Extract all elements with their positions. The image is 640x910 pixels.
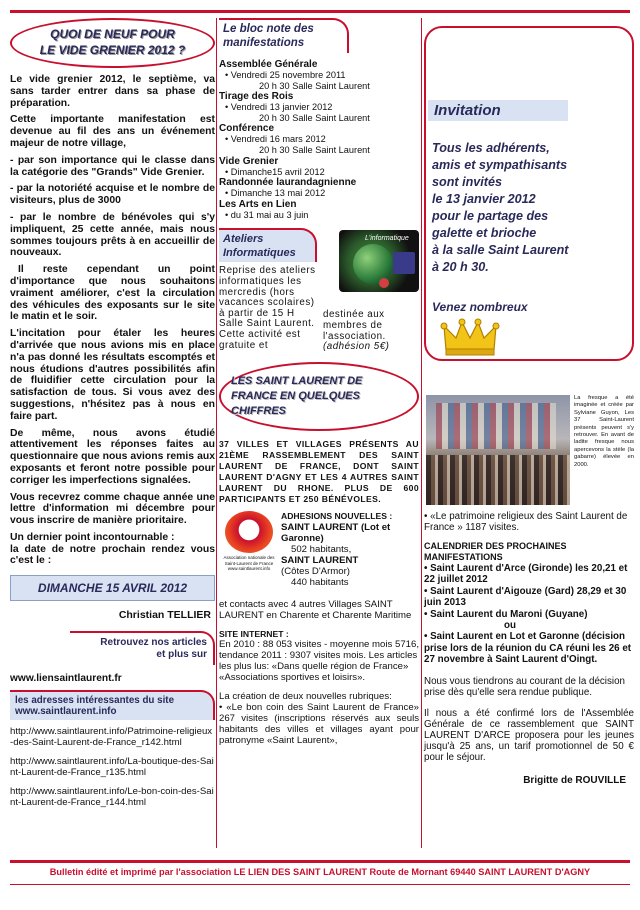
event-detail: 20 h 30 Salle Saint Laurent (259, 112, 370, 123)
event-name: Vide Grenier (219, 155, 279, 167)
adresses-line-1: les adresses intéressantes du site (15, 695, 175, 707)
event-detail: • Vendredi 13 janvier 2012 (225, 102, 333, 113)
vide-grenier-paragraph: Cette importante manifestation est devenue au fil des ans un événement majeur de notre village, (10, 114, 215, 149)
bloc-note-title: Le bloc note des manifestations (219, 18, 349, 53)
vide-grenier-paragraph: Le vide grenier 2012, le septième, va sans tarder entrer dans sa phase de préparation. (10, 74, 215, 109)
calendrier-item: ou (504, 620, 516, 632)
column-manifestations (219, 18, 419, 746)
calendrier-item: • Saint Laurent d'Arce (Gironde) les 20,21 et 22 juillet 2012 (424, 563, 628, 586)
calendrier-item: • Saint Laurent en Lot et Garonne (décision prise lors de la réunion du CA réuni les 26 et 27 novembre à Saint Laurent d'Oingt. (424, 631, 632, 666)
adresses-banner (10, 690, 215, 720)
invitation-line: amis et sympathisants (432, 158, 568, 172)
signature-rouville: Brigitte de ROUVILLE (523, 774, 626, 786)
event-name: Tirage des Rois (219, 91, 294, 103)
column-vide-grenier (10, 18, 215, 816)
fresque-photo (426, 395, 570, 505)
chiffres-title: LES SAINT LAURENT DE FRANCE EN QUELQUES CHIFFRES (219, 362, 419, 431)
signature-tellier: Christian TELLIER (118, 609, 211, 622)
title-line-2: LE VIDE GRENIER 2012 ? (39, 43, 186, 57)
calendrier-item: • Saint Laurent du Maroni (Guyane) (424, 608, 588, 620)
event-detail: • du 31 mai au 3 juin (225, 209, 309, 220)
para-arce: Il nous a été confirmé lors de l'Assemblée Générale de ce rassemblement que SAINT LAURENT D'ARCE proposera pour les jeunes jusqu'à 25 ans, un tarif promotionnel de 50 € pour le séjour. (424, 707, 634, 763)
adhesion-line: 502 habitants, (291, 544, 352, 556)
logo-caption: Association nationale des Saint-Laurent de France (223, 555, 275, 566)
internet-text: En 2010 : 88 053 visites - moyenne mois 5716, tendance 2011 : 9307 visites mois. Les articles les plus lus: «Dans quelle région de France» «Associations sportives et loisirs». (219, 639, 419, 684)
vide-grenier-paragraph: Vous recevrez comme chaque année une lettre d'information mi décembre pour vous inscrire de manière prioritaire. (10, 491, 215, 527)
invitation-line: à la salle Saint Laurent (432, 243, 569, 257)
invitation-line: sont invités (432, 175, 502, 189)
event-name: Randonnée laurandagnienne (219, 177, 357, 189)
bon-coin-text: • «Le bon coin des Saint Laurent de France» 267 visites (inscriptions réservés aux seuls habitants des villes et villages ayant pour patronyme «Saint Laurent», (219, 702, 419, 747)
vide-grenier-paragraph: Il reste cependant un point d'importance que nous souhaitons vraiment améliorer, c'est la circulation des véhicules des exposants sur le site le matin et le soir. (10, 264, 215, 323)
ateliers-text: Reprise des ateliers informatiques les mercredis (hors vacances scolaires) à partir de 15 H Salle Saint Laurent. Cette activité est gratuite et (219, 265, 316, 351)
event-name: Les Arts en Lien (219, 198, 297, 210)
association-logo (219, 511, 279, 591)
event-name: Conférence (219, 123, 275, 135)
illustration-label: L'informatique (365, 235, 409, 243)
invitation-line: galette et brioche (432, 226, 537, 240)
vide-grenier-paragraph: L'incitation pour étaler les heures d'arrivée que nous avions mis en place n'a pas donné les résultats escomptés et nous étudions d'autres possibilités afin de fluidifier cette circulation pour la satisfaction de tous. Si vous avez des suggestions, n'hésitez pas à nous en faire part. (10, 328, 215, 422)
column-divider-1 (216, 18, 217, 848)
date-banner: DIMANCHE 15 AVRIL 2012 (10, 575, 215, 601)
retrouvez-box (70, 631, 215, 665)
site-link[interactable]: http://www.saintlaurent.info/Patrimoine-religieux-des-Saint-Laurent-de-France_r142.html (10, 726, 213, 749)
internet-title: SITE INTERNET : (219, 629, 289, 640)
invitation-box (424, 26, 634, 361)
adhesion-line: (Côtes D'Armor) (281, 566, 350, 578)
event-name: Assemblée Générale (219, 59, 318, 70)
vide-grenier-paragraph: - par le nombre de bénévoles qui s'y impliquent, 25 cette année, mais nous sommes toujours prêts à en accueillir de nouveaux. (10, 211, 215, 259)
adhesions-tail: et contacts avec 4 autres Villages SAINT LAURENT en Charente et Charente Maritime (219, 599, 412, 622)
chiffres-intro: 37 VILLES ET VILLAGES PRÉSENTS AU 21ÈME RASSEMBLEMENT DES SAINT LAURENT DE FRANCE, DONT SAINT LAURENT D'AGNY ET LES 4 AUTRES SAINT LAURENT DU RHONE. PLUS DE 600 PARTICIPANTS ET 250 BÉNÉVOLES. (219, 439, 419, 505)
vide-grenier-title (10, 18, 215, 68)
creation-text: La création de deux nouvelles rubriques: (219, 691, 392, 703)
ateliers-title: Ateliers Informatiques (219, 228, 317, 262)
adresses-line-2[interactable]: www.saintlaurent.info (15, 706, 117, 718)
vide-grenier-paragraph: - par son importance qui le classe dans la catégorie des "Grands" Vide Grenier. (10, 154, 215, 178)
ateliers-price: (adhésion 5€) (323, 341, 390, 353)
vide-grenier-paragraph: - par la notoriété acquise et le nombre de visiteurs, plus de 3000 (10, 183, 215, 207)
adhesion-line: SAINT LAURENT (Lot et Garonne) (281, 522, 391, 545)
title-line-1: QUOI DE NEUF POUR (50, 27, 175, 41)
invitation-line: pour le partage des (432, 209, 549, 223)
calendrier-title: CALENDRIER DES PROCHAINES MANIFESTATIONS (424, 541, 567, 562)
column-invitation (424, 18, 634, 786)
top-rule (10, 10, 630, 13)
vide-grenier-paragraph: Un dernier point incontournable : la date de notre prochain rendez vous c'est le : (10, 531, 215, 567)
invitation-line: à 20 h 30. (432, 260, 489, 274)
adhesion-line: SAINT LAURENT (281, 555, 359, 567)
site-link[interactable]: http://www.saintlaurent.info/Le-bon-coin-des-Saint-Laurent-de-France_r144.html (10, 786, 214, 809)
event-detail: • Vendredi 25 novembre 2011 (225, 70, 346, 80)
footer-rule-bottom (10, 884, 630, 885)
logo-url: www.saintlaurent.info (227, 566, 271, 572)
retrouvez-line-1: Retrouvez nos articles (100, 637, 207, 649)
para-decision: Nous vous tiendrons au courant de la décision prise dès qu'elle sera rendue publique. (424, 675, 625, 698)
column-divider-2 (421, 18, 422, 848)
event-detail: • Dimanche 13 mai 2012 (225, 188, 326, 199)
adhesions-title: ADHESIONS NOUVELLES : (281, 511, 393, 522)
adhesion-line: 440 habitants (291, 577, 349, 589)
patrimoine-text: • «Le patrimoine religieux des Saint Laurent de France » 1187 visites. (424, 511, 628, 533)
ateliers-text-2: destinée aux membres de l'association. (323, 309, 386, 342)
event-detail: • Vendredi 16 mars 2012 (225, 134, 326, 145)
footer-rule (10, 860, 630, 863)
footer-text: Bulletin édité et imprimé par l'association LE LIEN DES SAINT LAURENT Route de Mornant 69440 SAINT LAURENT D'AGNY (49, 867, 591, 877)
event-detail: 20 h 30 Salle Saint Laurent (259, 80, 370, 91)
retrouvez-line-2: et plus sur (156, 649, 207, 661)
event-detail: • Dimanche15 avril 2012 (225, 166, 325, 177)
informatique-illustration (339, 230, 419, 292)
site-link[interactable]: http://www.saintlaurent.info/La-boutique-des-Saint-Laurent-de-France_r135.html (10, 756, 214, 779)
invitation-line: le 13 janvier 2012 (432, 192, 536, 206)
calendrier-item: • Saint Laurent d'Aigouze (Gard) 28,29 et 30 juin 2013 (424, 585, 627, 609)
event-detail: 20 h 30 Salle Saint Laurent (259, 144, 370, 155)
invitation-title: Invitation (428, 100, 568, 121)
vide-grenier-paragraph: De même, nous avons étudié attentivement les réponses faites au questionnaire que nous avions remis aux exposants et feront notre possible pour corriger les imperfections signalées. (10, 427, 215, 486)
site-link-liensaintlaurent[interactable]: www.liensaintlaurent.fr (10, 673, 122, 685)
crown-icon (440, 318, 500, 358)
photo-caption: La fresque a été imaginée et créée par Sylviane Guyon, Les 37 Saint-Laurent présents peuvent s'y retrouver. En avant de ladite fresque nous apercevons la stèle (la gabarre) élevée en 2000. (574, 395, 634, 468)
venez-nombreux: Venez nombreux (432, 300, 528, 314)
invitation-line: Tous les adhérents, (432, 141, 550, 155)
